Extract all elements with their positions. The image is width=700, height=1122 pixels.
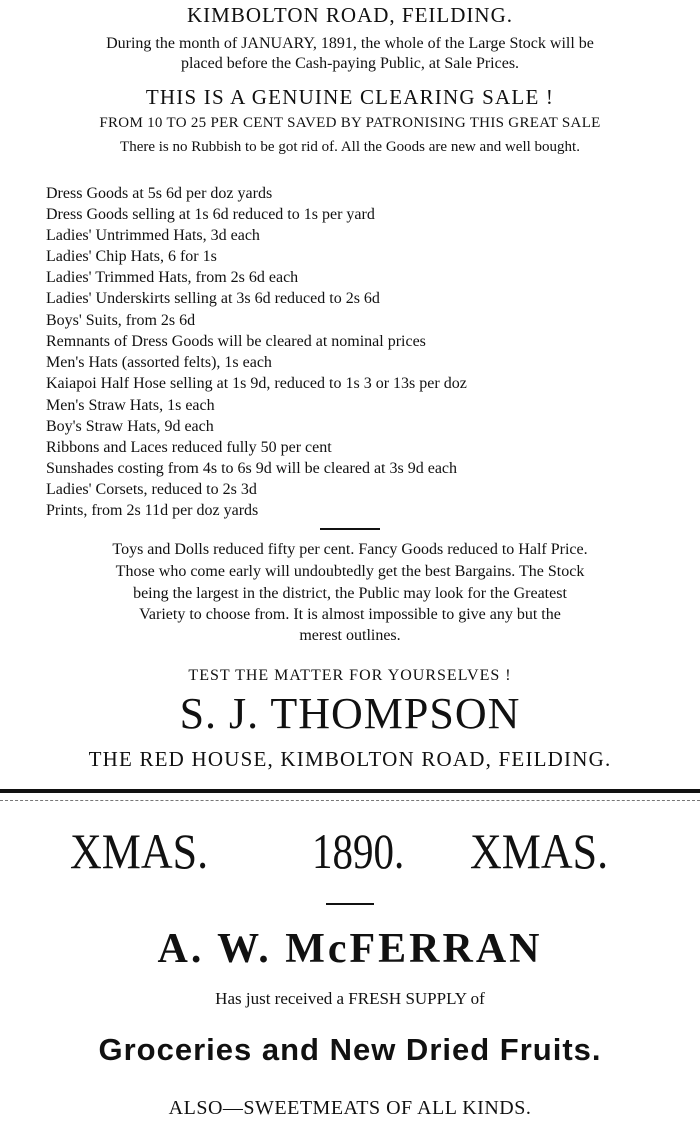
- list-item: Ladies' Underskirts selling at 3s 6d reduced to 2s 6d: [46, 290, 380, 307]
- list-item: Remnants of Dress Goods will be cleared at nominal prices: [46, 333, 426, 350]
- list-item: Prints, from 2s 11d per doz yards: [46, 502, 259, 519]
- savings-line: FROM 10 TO 25 PER CENT SAVED BY PATRONISING THIS GREAT SALE: [99, 115, 601, 131]
- list-item: Ladies' Corsets, reduced to 2s 3d: [46, 481, 257, 498]
- genuine-sale-headline: THIS IS A GENUINE CLEARING SALE !: [145, 85, 555, 109]
- groceries-headline: Groceries and New Dried Fruits.: [98, 1032, 602, 1067]
- list-item: Boy's Straw Hats, 9d each: [46, 418, 214, 435]
- list-item: Sunshades costing from 4s to 6s 9d will be cleared at 3s 9d each: [46, 460, 458, 477]
- section-divider: [0, 789, 700, 793]
- received-line: Has just received a FRESH SUPPLY of: [215, 989, 485, 1008]
- intro-line-2: placed before the Cash-paying Public, at Sale Prices.: [180, 55, 520, 72]
- paragraph-line: being the largest in the district, the Public may look for the Greatest: [133, 585, 567, 602]
- test-the-matter: TEST THE MATTER FOR YOURSELVES !: [188, 667, 512, 684]
- sweetmeats-line: ALSO—SWEETMEATS OF ALL KINDS.: [168, 1097, 532, 1119]
- paragraph-line: Those who come early will undoubtedly get the best Bargains. The Stock: [115, 563, 585, 580]
- list-item: Kaiapoi Half Hose selling at 1s 9d, reduced to 1s 3 or 13s per doz: [46, 375, 467, 392]
- list-item: Ladies' Chip Hats, 6 for 1s: [46, 248, 217, 265]
- list-item: Dress Goods selling at 1s 6d reduced to 1s per yard: [46, 206, 375, 223]
- ad-heading: KIMBOLTON ROAD, FEILDING.: [186, 3, 513, 27]
- list-item: Men's Hats (assorted felts), 1s each: [46, 354, 272, 371]
- list-item: Men's Straw Hats, 1s each: [46, 397, 215, 414]
- paragraph-line: merest outlines.: [299, 627, 401, 644]
- paragraph-line: Toys and Dolls reduced fifty per cent. Fancy Goods reduced to Half Price.: [112, 541, 588, 558]
- xmas-year: 1890.: [312, 823, 405, 879]
- paragraph-line: Variety to choose from. It is almost impossible to give any but the: [139, 606, 561, 623]
- merchant-name: S. J. THOMPSON: [179, 689, 521, 738]
- xmas-left: XMAS.: [70, 823, 209, 879]
- list-item: Boys' Suits, from 2s 6d: [46, 312, 196, 329]
- merchant-address: THE RED HOUSE, KIMBOLTON ROAD, FEILDING.: [88, 747, 612, 771]
- xmas-right: XMAS.: [470, 823, 609, 879]
- short-divider: [326, 903, 374, 905]
- merchant-name: A. W. McFERRAN: [157, 926, 543, 972]
- list-item: Dress Goods at 5s 6d per doz yards: [46, 185, 273, 202]
- short-divider: [320, 528, 380, 530]
- no-rubbish-line: There is no Rubbish to be got rid of. All the Goods are new and well bought.: [120, 139, 580, 155]
- intro-line-1: During the month of JANUARY, 1891, the whole of the Large Stock will be: [106, 35, 594, 52]
- list-item: Ribbons and Laces reduced fully 50 per cent: [46, 439, 332, 456]
- list-item: Ladies' Trimmed Hats, from 2s 6d each: [46, 269, 299, 286]
- list-item: Ladies' Untrimmed Hats, 3d each: [46, 227, 260, 244]
- section-divider-dots: [0, 800, 700, 802]
